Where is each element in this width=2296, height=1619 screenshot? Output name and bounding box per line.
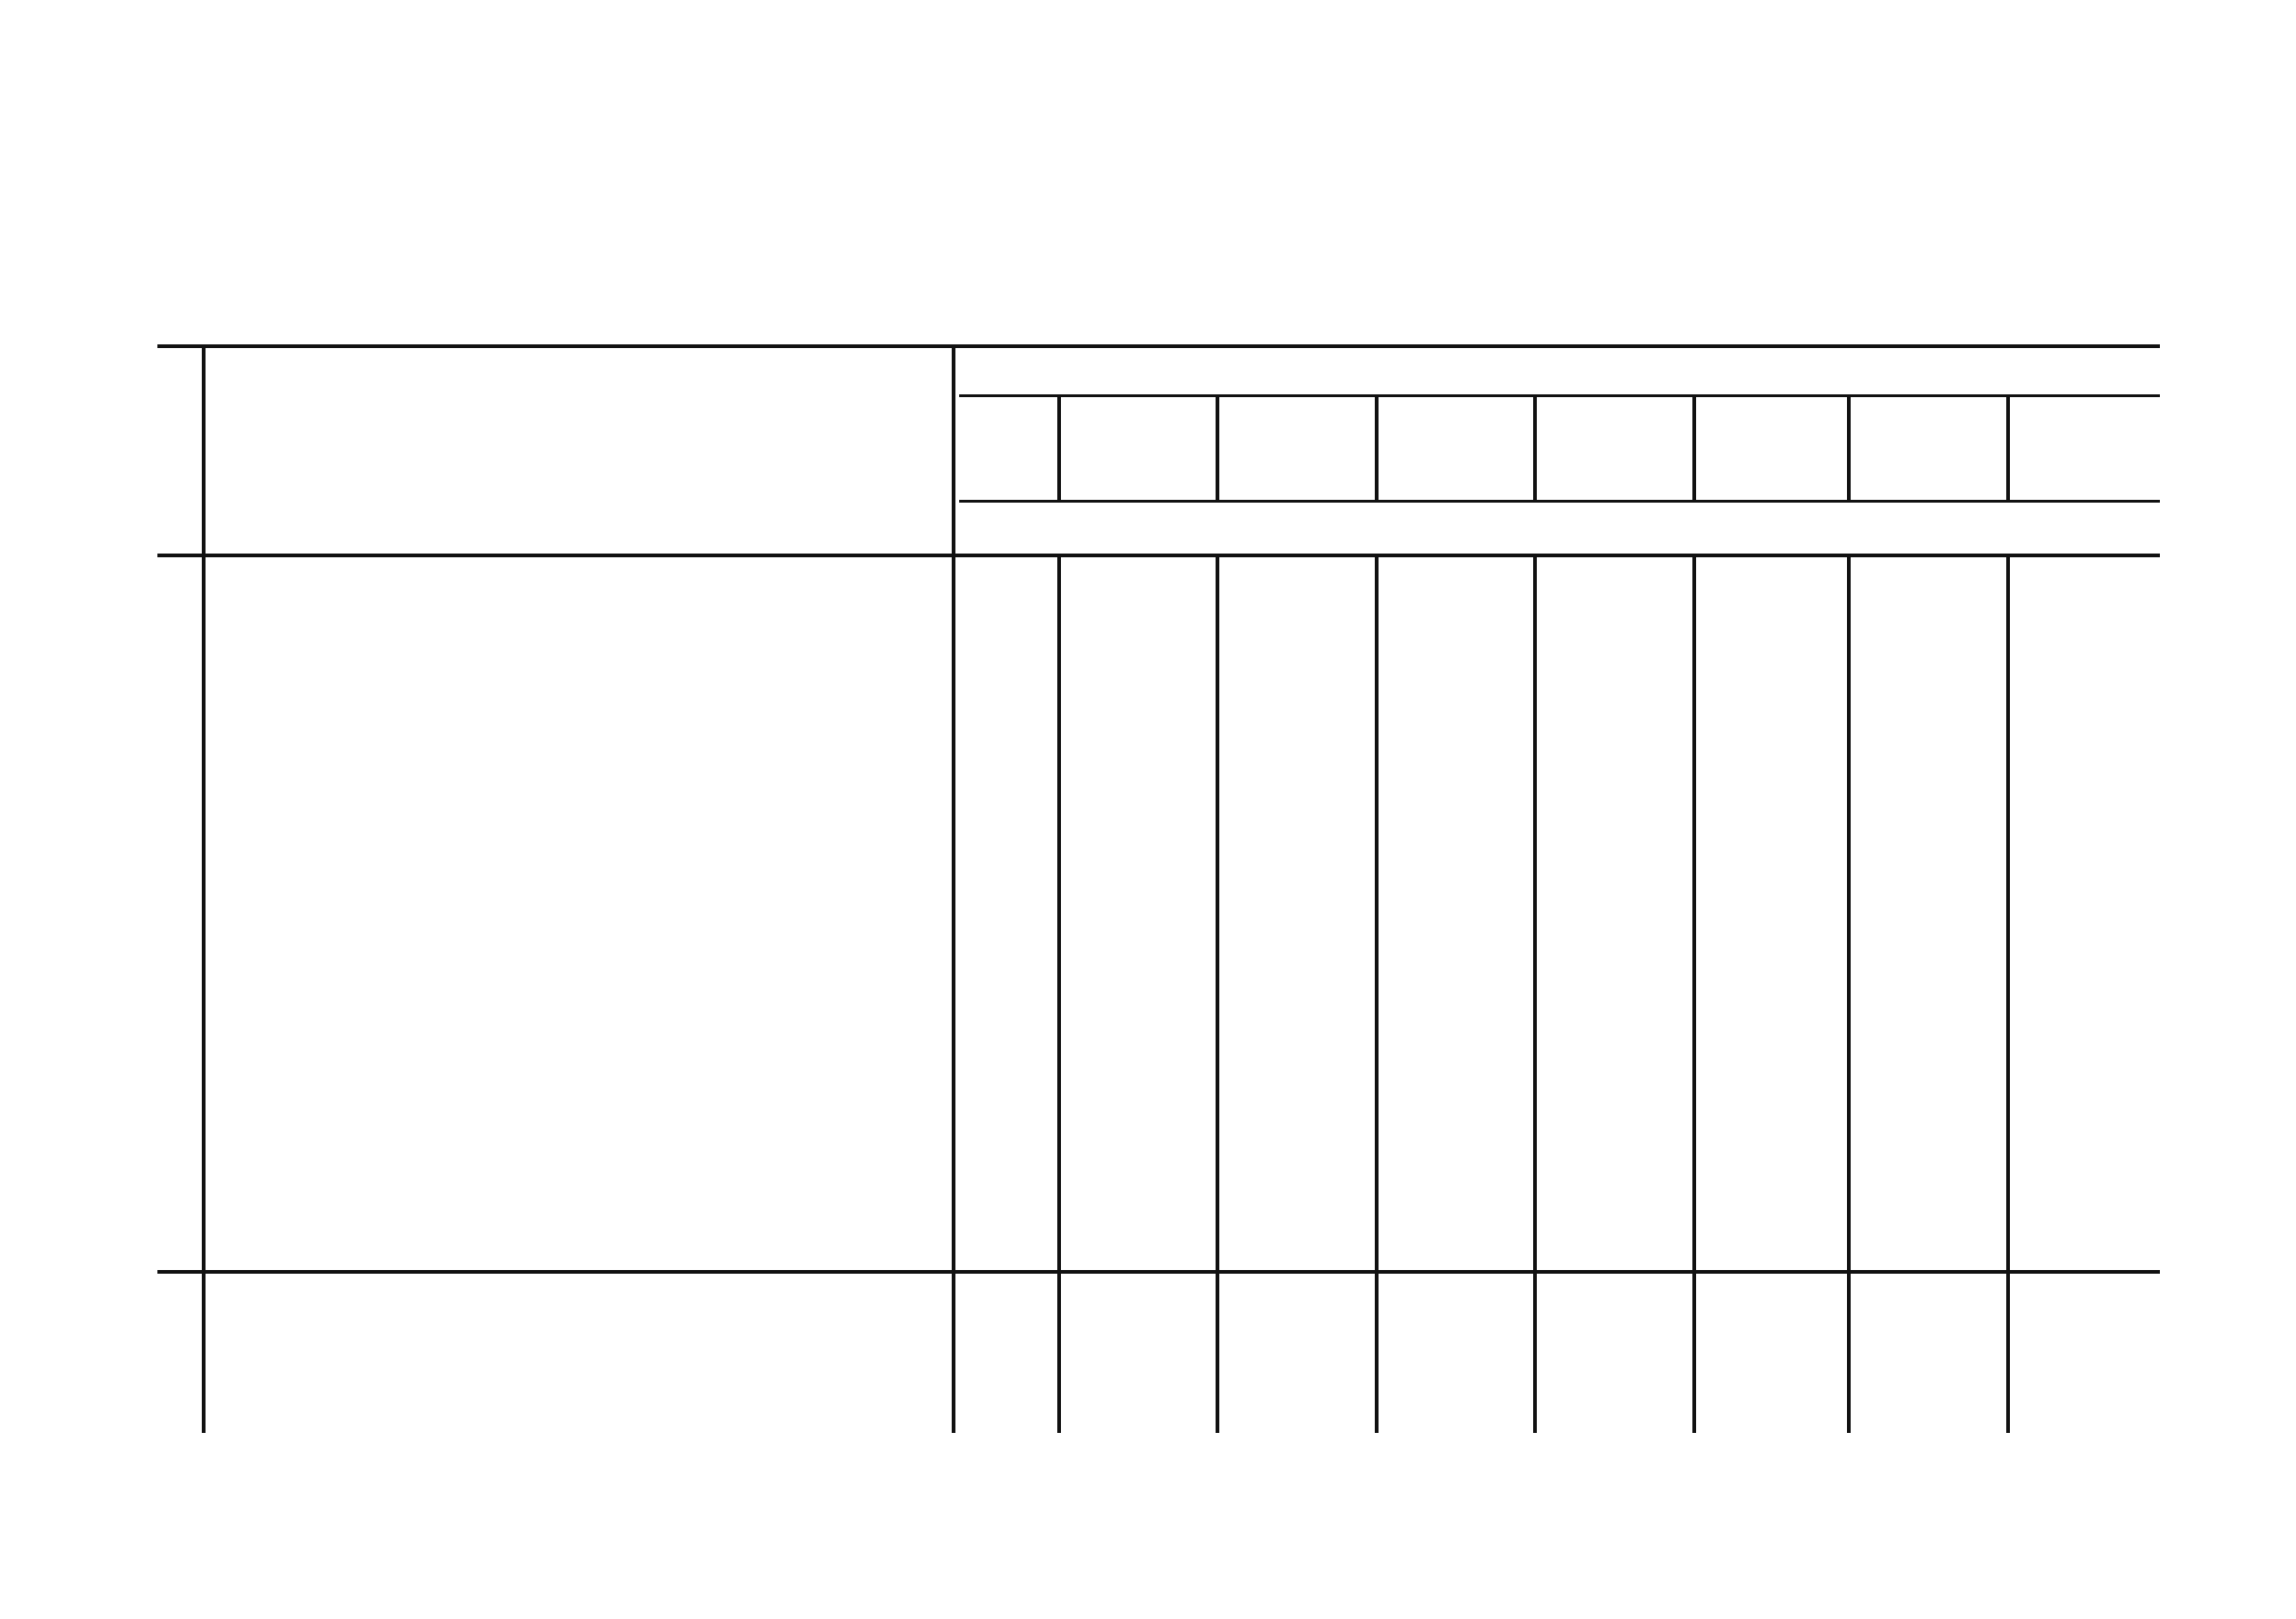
col-divider-body-2 — [1216, 557, 1219, 1270]
col-divider-body-3 — [1375, 557, 1379, 1270]
operation-col-divider-total — [952, 1274, 955, 1433]
col-divider-total-4 — [1533, 1274, 1537, 1433]
total-separator-rule — [157, 1270, 2160, 1274]
header-bottom-rule — [157, 554, 2160, 557]
col-divider-body-1 — [1057, 557, 1061, 1270]
col-divider-header-2 — [1216, 397, 1219, 500]
col-divider-total-2 — [1216, 1274, 1219, 1433]
table-top-rule — [157, 344, 2160, 348]
num-column-header — [156, 446, 193, 557]
col-divider-total-5 — [1692, 1274, 1696, 1433]
page-number — [109, 1393, 165, 1439]
operation-col-divider-body — [952, 557, 955, 1270]
col-divider-total-3 — [1375, 1274, 1379, 1433]
col-divider-header-3 — [1375, 397, 1379, 500]
area-header-rule — [959, 394, 2160, 397]
col-divider-total-7 — [2006, 1274, 2010, 1433]
operation-col-divider-header — [952, 348, 955, 554]
col-divider-header-6 — [1847, 397, 1851, 500]
col-divider-header-1 — [1057, 397, 1061, 500]
num-col-divider-total — [202, 1274, 206, 1433]
col-divider-body-5 — [1692, 557, 1696, 1270]
col-divider-body-4 — [1533, 557, 1537, 1270]
col-divider-header-4 — [1533, 397, 1537, 500]
col-divider-body-7 — [2006, 557, 2010, 1270]
col-divider-body-6 — [1847, 557, 1851, 1270]
num-col-divider-header — [202, 348, 206, 554]
col-divider-total-6 — [1847, 1274, 1851, 1433]
col-divider-total-1 — [1057, 1274, 1061, 1433]
col-divider-header-7 — [2006, 397, 2010, 500]
columns-header-rule — [959, 500, 2160, 503]
num-col-divider-body — [202, 557, 206, 1270]
col-divider-header-5 — [1692, 397, 1696, 500]
